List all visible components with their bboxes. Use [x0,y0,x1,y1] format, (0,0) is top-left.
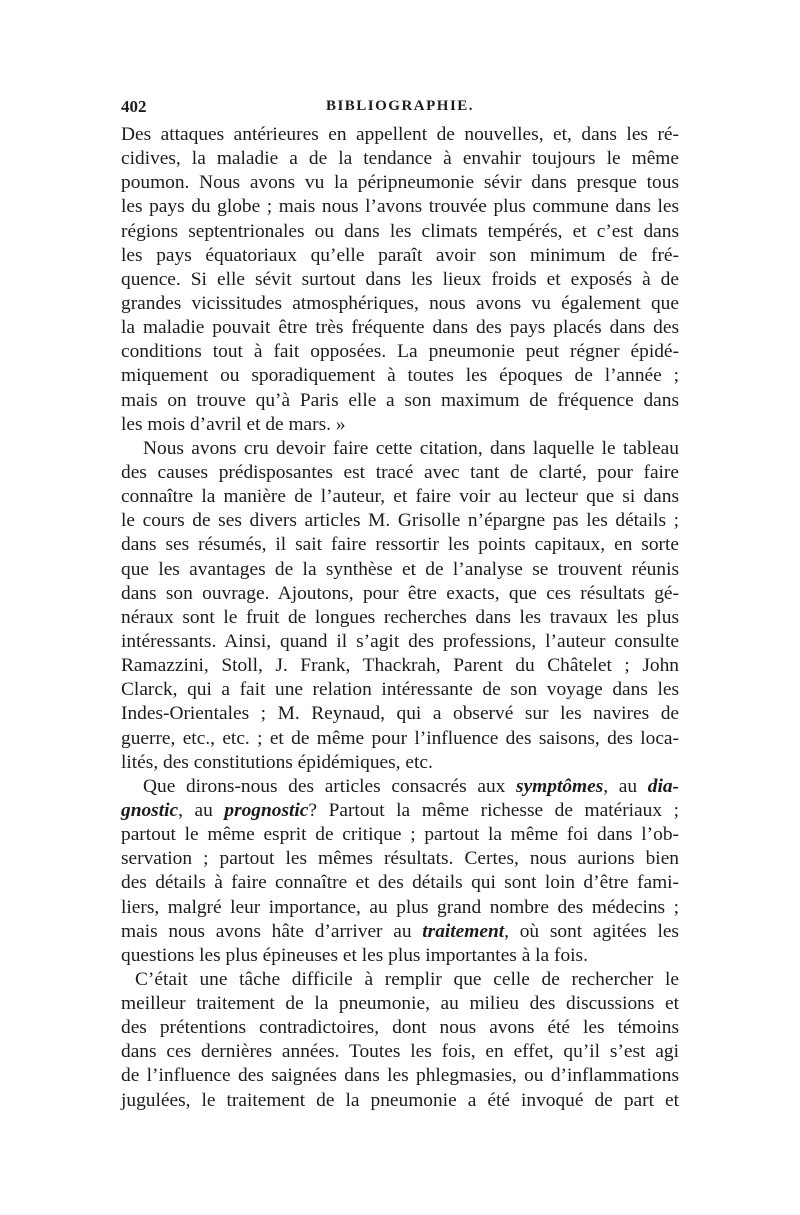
italic-term-traitement: traitement [422,920,505,942]
text-line [121,775,679,799]
text-line: la maladie pouvait être très fréquente dans des pays placés dans des [121,317,679,339]
paragraph-1 [121,123,679,437]
text-line: miquement ou sporadiquement à toutes les époques de l’année ; [121,365,679,387]
text-line: Ramazzini, Stoll, J. Frank, Thackrah, Parent du Châtelet ; John [121,655,679,677]
paragraph-4 [121,968,679,1113]
paragraph-3 [121,775,679,968]
text-line: des prétentions contradictoires, dont nous avons été les témoins [121,1017,679,1039]
text-line: mais on trouve qu’à Paris elle a son maximum de fréquence dans [121,389,679,411]
text-line: guerre, etc., etc. ; et de même pour l’influence des saisons, des loca- [121,727,679,749]
text-line: dans ses résumés, il sait faire ressortir les points capitaux, en sorte [121,534,679,556]
text-run: , au [178,799,225,821]
text-line: dans son ouvrage. Ajoutons, pour être exacts, que ces résultats gé- [121,582,679,604]
text-line: Nous avons cru devoir faire cette citation, dans laquelle le tableau [143,437,679,459]
text-line [121,799,679,823]
text-line: meilleur traitement de la pneumonie, au milieu des discussions et [121,993,679,1015]
text-line: de l’influence des saignées dans les phlegmasies, ou d’inflammations [121,1065,679,1087]
italic-term-diagnostic-end: gnostic [121,799,179,821]
text-line: Indes-Orientales ; M. Reynaud, qui a observé sur les navires de [121,703,679,725]
text-line: les pays équatoriaux qu’elle paraît avoir son minimum de fré- [121,244,679,266]
text-line: les mois d’avril et de mars. » [121,413,346,435]
text-line: lités, des constitutions épidémiques, etc. [121,751,433,773]
text-line: grandes vicissitudes atmosphériques, nous avons vu également que [121,292,679,314]
text-line: néraux sont le fruit de longues recherches dans les travaux les plus [121,606,679,628]
italic-term-symptomes: symptômes [516,775,604,797]
text-line: liers, malgré leur importance, au plus grand nombre des médecins ; [121,896,679,918]
running-header [121,97,679,123]
text-run: , au [603,775,648,797]
paragraph-2 [121,437,679,775]
italic-term-prognostic: prognostic [224,799,309,821]
text-line: des détails à faire connaître et des détails qui sont loin d’être fami- [121,872,679,894]
text-line: cidives, la maladie a de la tendance à envahir toujours le même [121,148,679,170]
text-line: dans ces dernières années. Toutes les fois, en effet, qu’il s’est agi [121,1041,679,1063]
text-line: poumon. Nous avons vu la péripneumonie sévir dans presque tous [121,172,679,194]
text-line: les pays du globe ; mais nous l’avons trouvée plus commune dans les [121,196,679,218]
italic-term-diagnostic-start: dia- [647,775,679,797]
text-line: conditions tout à fait opposées. La pneumonie peut régner épidé- [121,341,679,363]
text-line: servation ; partout les mêmes résultats. Certes, nous aurions bien [121,848,679,870]
text-line: des causes prédisposantes est tracé avec tant de clarté, pour faire [121,461,679,483]
text-line: régions septentrionales ou dans les climats tempérés, et c’est dans [121,220,679,242]
text-line: quence. Si elle sévit surtout dans les lieux froids et exposés à de [121,268,679,290]
text-line: jugulées, le traitement de la pneumonie a été invoqué de part et [121,1089,679,1111]
text-run: , où sont agitées les [504,920,679,942]
text-line: Clarck, qui a fait une relation intéressante de son voyage dans les [121,679,679,701]
text-line: C’était une tâche difficile à remplir que celle de rechercher le [135,968,679,990]
text-run: ? Partout la même richesse de matériaux ; [308,799,679,821]
text-run: Que dirons-nous des articles consacrés aux [143,775,517,797]
text-line: que les avantages de la synthèse et de l’analyse se trouvent réunis [121,558,679,580]
text-line [121,920,679,944]
book-page [121,97,679,1113]
text-line: connaître la manière de l’auteur, et faire voir au lecteur que si dans [121,486,679,508]
text-line: Des attaques antérieures en appellent de nouvelles, et, dans les ré- [121,124,679,145]
page-number: 402 [121,97,147,116]
text-line: partout le même esprit de critique ; partout la même foi dans l’ob- [121,824,679,846]
running-title: BIBLIOGRAPHIE. [325,98,475,114]
text-line: intéressants. Ainsi, quand il s’agit des professions, l’auteur consulte [121,630,679,652]
text-run: mais nous avons hâte d’arriver au [121,920,423,942]
text-line: questions les plus épineuses et les plus importantes à la fois. [121,944,588,966]
text-line: le cours de ses divers articles M. Grisolle n’épargne pas les détails ; [121,510,679,532]
